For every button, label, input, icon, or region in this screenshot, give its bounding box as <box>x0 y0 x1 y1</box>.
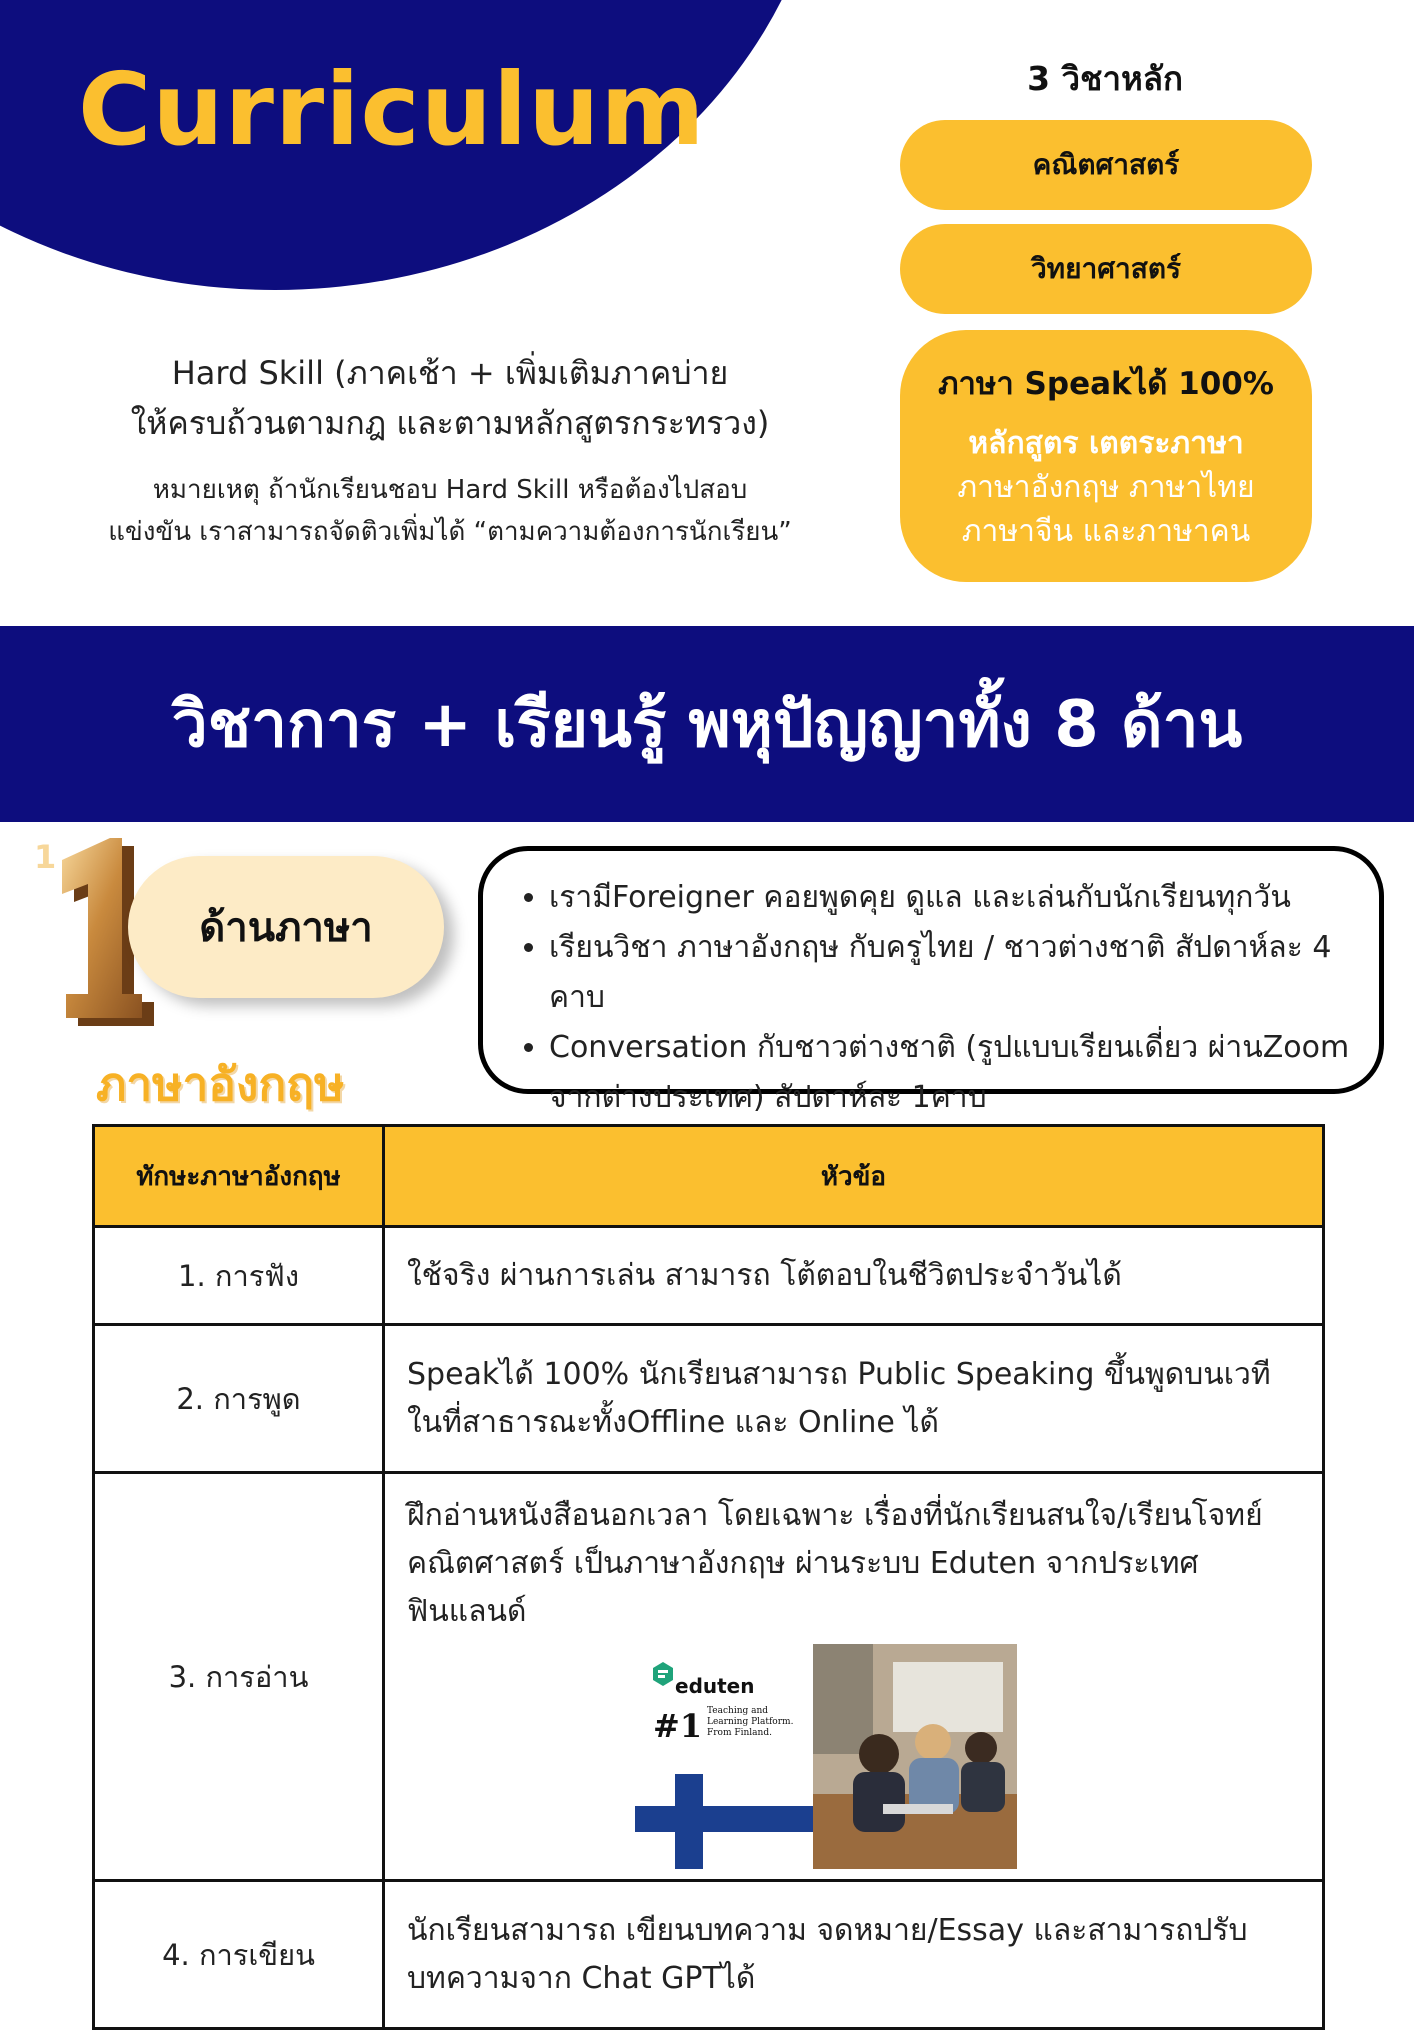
section-label: ด้านภาษา <box>199 905 373 951</box>
table-row <box>94 1325 1324 1473</box>
note-line-2: แข่งขัน เราสามารถจัดติวเพิ่มได้ “ตามความต้องการนักเรียน” <box>108 517 792 547</box>
language-bullets-box <box>478 846 1384 1115</box>
table-header-row <box>94 1126 1324 1227</box>
eduten-logo-icon <box>653 1662 673 1686</box>
skill-reading: 3. การอ่าน <box>94 1473 384 1881</box>
skill-writing: 4. การเขียน <box>94 1881 384 2029</box>
page-title: Curriculum <box>78 51 706 168</box>
bullet-item: • เรียนวิชา ภาษาอังกฤษ กับครูไทย / ชาวต่างชาติ สัปดาห์ละ 4 คาบ <box>549 923 1359 1023</box>
section-subtitle: ภาษาอังกฤษ <box>96 1057 345 1111</box>
subject-pill-language <box>900 330 1312 582</box>
eduten-tagline: Teaching and Learning Platform. From Finland. <box>707 1706 794 1738</box>
hard-skill-line-2: ให้ครบถ้วนตามกฎ และตามหลักสูตรกระทรวง) <box>130 404 770 442</box>
eduten-promo <box>407 1644 1300 1869</box>
language-line-1: ภาษาอังกฤษ ภาษาไทย <box>957 470 1255 505</box>
table-header-topic: หัวข้อ <box>384 1126 1324 1227</box>
table-row <box>94 1227 1324 1325</box>
classroom-photo <box>813 1644 1017 1869</box>
table-row <box>94 1881 1324 2029</box>
subject-pill-science <box>900 224 1312 314</box>
language-heading: ภาษา Speakได้ 100% <box>938 366 1274 402</box>
skill-speaking: 2. การพูด <box>94 1325 384 1473</box>
subject-math-label: คณิตศาสตร์ <box>1032 148 1180 181</box>
eduten-logo: eduten <box>675 1674 755 1698</box>
topic-writing: นักเรียนสามารถ เขียนบทความ จดหมาย/Essay และสามารถปรับ บทความจาก Chat GPTได้ <box>384 1881 1324 2029</box>
table-row <box>94 1473 1324 1881</box>
eduten-card <box>635 1644 813 1869</box>
skill-listening: 1. การฟัง <box>94 1227 384 1325</box>
section-number: 1 <box>34 838 57 876</box>
hard-skill-line-1: Hard Skill (ภาคเช้า + เพิ่มเติมภาคบ่าย <box>171 354 729 392</box>
language-line-2: ภาษาจีน และภาษาคน <box>961 514 1251 549</box>
eduten-rank: #1 <box>653 1707 703 1745</box>
bullet-item: • เรามีForeigner คอยพูดคุย ดูแล และเล่นกับนักเรียนทุกวัน <box>549 873 1359 923</box>
subject-pill-math <box>900 120 1312 210</box>
main-subjects-heading: 3 วิชาหลัก <box>1027 59 1183 98</box>
english-skills-table <box>92 1124 1325 2030</box>
topic-listening: ใช้จริง ผ่านการเล่น สามารถ โต้ตอบในชีวิตประจำวันได้ <box>384 1227 1324 1325</box>
section-label-pill <box>128 856 444 998</box>
finland-flag-icon <box>635 1774 813 1869</box>
table-header-skill: ทักษะภาษาอังกฤษ <box>94 1126 384 1227</box>
banner <box>0 626 1414 822</box>
subject-science-label: วิทยาศาสตร์ <box>1030 252 1182 285</box>
language-subheading: หลักสูตร เตตระภาษา <box>968 426 1244 461</box>
note-line-1: หมายเหตุ ถ้านักเรียนชอบ Hard Skill หรือต้องไปสอบ <box>152 475 748 505</box>
topic-speaking: Speakได้ 100% นักเรียนสามารถ Public Speaking ขึ้นพูดบนเวที ในที่สาธารณะทั้งOffline และ Online ได้ <box>384 1325 1324 1473</box>
topic-reading: ฝึกอ่านหนังสือนอกเวลา โดยเฉพาะ เรื่องที่นักเรียนสนใจ/เรียนโจทย์คณิตศาสตร์ เป็นภาษาอังกฤษ ผ่านระบบ Eduten จากประเทศฟินแลนด์ <box>407 1498 1263 1629</box>
topic-reading-cell <box>384 1473 1324 1881</box>
banner-text: วิชาการ + เรียนรู้ พหุปัญญาทั้ง 8 ด้าน <box>171 688 1243 762</box>
bullet-item: • Conversation กับชาวต่างชาติ (รูปแบบเรียนเดี่ยว ผ่านZoom จากต่างประเทศ) สัปดาห์ละ 1คาบ <box>549 1023 1359 1123</box>
